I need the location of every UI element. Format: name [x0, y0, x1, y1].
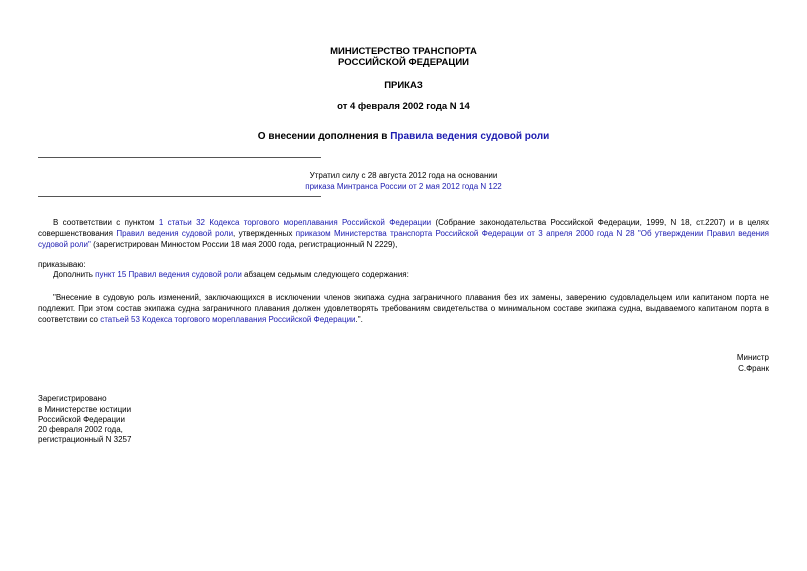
preamble-text-2: (Собрание законодательства Российской Федерации, 1999, N 18, ст.2207) и в целях совершенствования: [38, 218, 770, 238]
bottom-rule: [38, 196, 321, 197]
top-rule: [38, 157, 321, 158]
preamble-paragraph: [38, 217, 769, 250]
order-paragraph: [53, 270, 409, 280]
preamble-text-3: , утвержденных: [233, 229, 296, 238]
preamble-text-4: (зарегистрирован Минюстом России 18 мая 2000 года, регистрационный N 2229),: [90, 240, 398, 249]
preamble-link-rules[interactable]: Правил ведения судовой роли: [116, 229, 234, 238]
doc-type: ПРИКАЗ: [384, 80, 423, 91]
quote-link-article53[interactable]: статьей 53 Кодекса торгового мореплавания Российской Федерации: [100, 315, 356, 324]
quote-text-1: "Внесение в судовую роль изменений, заключающихся в исключении членов экипажа судна заграничного плавания без их замены, заверению судовладельцем или капитаном порта не подлежит. При этом состав экипажа судна заграничного плавания должен удовлетворять требованиям свидетельства о минимальном составе экипажа судна, выдаваемого капитаном порта в соответствии со: [38, 293, 769, 324]
doc-title-link[interactable]: Правила ведения судовой роли: [390, 131, 550, 142]
signature-position: Министр: [736, 353, 769, 362]
quote-text-2: .".: [355, 315, 363, 324]
order-link-clause15[interactable]: пункт 15 Правил ведения судовой роли: [95, 270, 242, 279]
repeal-note: [0, 170, 807, 192]
registration-line-5: регистрационный N 3257: [38, 435, 132, 444]
registration-line-3: Российской Федерации: [38, 415, 125, 424]
preamble-link-article32[interactable]: 1 статьи 32 Кодекса торгового мореплавания Российской Федерации: [158, 218, 432, 227]
order-text-2: абзацем седьмым следующего содержания:: [241, 270, 409, 279]
repeal-note-link[interactable]: приказа Минтранса России от 2 мая 2012 года N 122: [305, 182, 502, 191]
ministry-heading: [0, 46, 807, 68]
doc-title-prefix: О внесении дополнения в: [257, 131, 391, 142]
registration-line-4: 20 февраля 2002 года,: [38, 425, 123, 434]
doc-date-number: от 4 февраля 2002 года N 14: [337, 101, 470, 112]
registration-line-1: Зарегистрировано: [38, 394, 107, 403]
doc-title: [0, 131, 807, 143]
signature-name: С.Франк: [738, 364, 769, 373]
preamble-link-order28[interactable]: приказом Министерства транспорта Российской Федерации от 3 апреля 2000 года N 28 "Об утверждении Правил ведения судовой роли": [38, 229, 770, 249]
registration-line-2: в Министерстве юстиции: [38, 405, 132, 414]
ministry-line-1: МИНИСТЕРСТВО ТРАНСПОРТА: [330, 46, 477, 57]
amendment-quote: [38, 292, 769, 325]
preamble-text-1: В соответствии с пунктом: [53, 218, 159, 227]
ministry-line-2: РОССИЙСКОЙ ФЕДЕРАЦИИ: [337, 57, 469, 68]
order-text-1: Дополнить: [53, 270, 96, 279]
repeal-note-text: Утратил силу с 28 августа 2012 года на основании: [309, 171, 498, 180]
order-word: приказываю:: [38, 260, 86, 269]
